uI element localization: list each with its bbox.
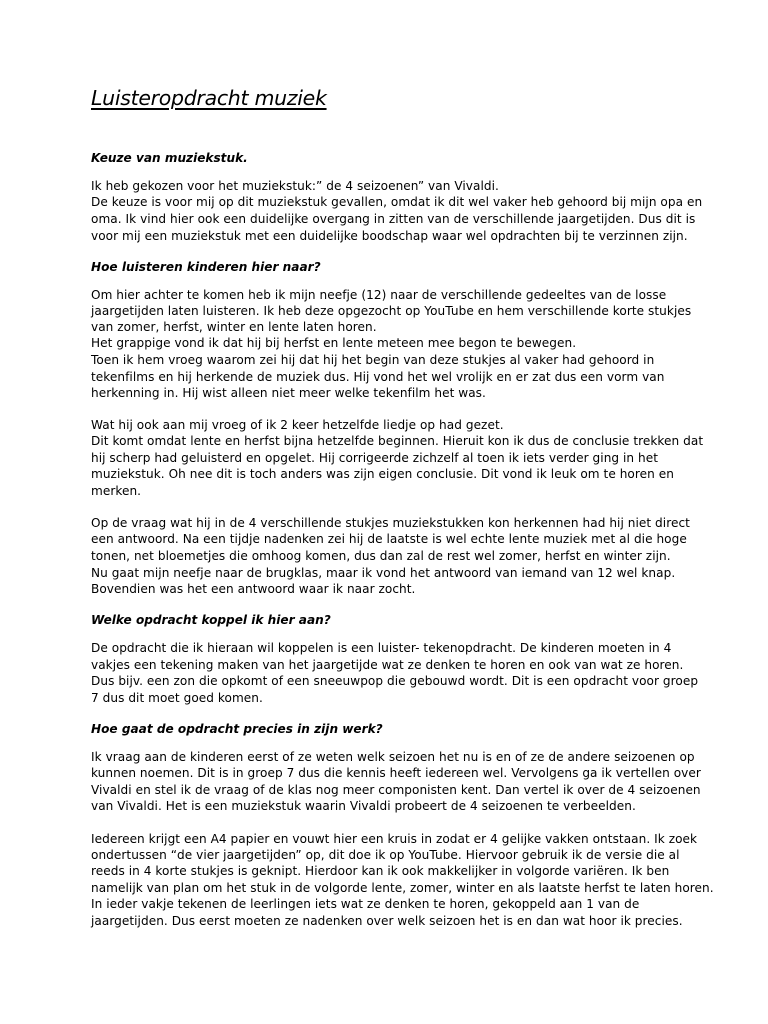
paragraph-line: Dit komt omdat lente en herfst bijna hetzelfde beginnen. Hieruit kon ik dus de conclusie trekken dat: [91, 434, 704, 448]
paragraph-line: Bovendien was het een antwoord waar ik naar zocht.: [91, 582, 416, 596]
section-heading: Hoe gaat de opdracht precies in zijn werk?: [91, 722, 383, 736]
paragraph-line: muziekstuk. Oh nee dit is toch anders was zijn eigen conclusie. Dit vond ik leuk om te horen en: [91, 467, 674, 481]
paragraph-line: jaargetijden laten luisteren. Ik heb deze opgezocht op YouTube en hem verschillende korte stukjes: [91, 304, 692, 318]
paragraph-line: Nu gaat mijn neefje naar de brugklas, maar ik vond het antwoord van iemand van 12 wel knap.: [91, 566, 676, 580]
paragraph-line: ondertussen “de vier jaargetijden” op, dit doe ik op YouTube. Hiervoor gebruik ik de versie die al: [91, 848, 680, 862]
paragraph-line: Iedereen krijgt een A4 papier en vouwt hier een kruis in zodat er 4 gelijke vakken ontstaan. Ik zoek: [91, 832, 698, 846]
paragraph-line: In ieder vakje tekenen de leerlingen iets wat ze denken te horen, gekoppeld aan 1 van de: [91, 897, 640, 911]
paragraph-line: oma. Ik vind hier ook een duidelijke overgang in zitten van de verschillende jaargetijden. Dus dit is: [91, 212, 696, 226]
paragraph-line: Het grappige vond ik dat hij bij herfst en lente meteen mee begon te bewegen.: [91, 336, 577, 350]
paragraph-line: jaargetijden. Dus eerst moeten ze nadenken over welk seizoen het is en dan wat hoor ik precies.: [91, 914, 683, 928]
paragraph-line: hij scherp had geluisterd en opgelet. Hij corrigeerde zichzelf al toen ik iets verder ging in het: [91, 451, 659, 465]
paragraph-line: Dus bijv. een zon die opkomt of een sneeuwpop die gebouwd wordt. Dit is een opdracht voor groep: [91, 674, 699, 688]
paragraph-line: herkenning in. Hij wist alleen niet meer welke tekenfilm het was.: [91, 386, 486, 400]
document-title: Luisteropdracht muziek: [91, 86, 327, 110]
paragraph-line: Ik vraag aan de kinderen eerst of ze weten welk seizoen het nu is en of ze de andere seizoenen op: [91, 750, 695, 764]
paragraph-line: De keuze is voor mij op dit muziekstuk gevallen, omdat ik dit wel vaker heb gehoord bij mijn opa en: [91, 195, 703, 209]
paragraph-line: vakjes een tekening maken van het jaargetijde wat ze denken te horen en ook van wat ze horen.: [91, 658, 684, 672]
paragraph-line: Wat hij ook aan mij vroeg of ik 2 keer hetzelfde liedje op had gezet.: [91, 418, 504, 432]
paragraph-line: een antwoord. Na een tijdje nadenken zei hij de laatste is wel echte lente muziek met al die hoge: [91, 532, 687, 546]
paragraph-line: kunnen noemen. Dit is in groep 7 dus die kennis heeft iedereen wel. Vervolgens ga ik vertellen over: [91, 766, 701, 780]
paragraph-line: namelijk van plan om het stuk in de volgorde lente, zomer, winter en als laatste herfst te laten horen.: [91, 881, 714, 895]
section-heading: Welke opdracht koppel ik hier aan?: [91, 613, 331, 627]
paragraph-line: van zomer, herfst, winter en lente laten horen.: [91, 320, 377, 334]
paragraph-line: reeds in 4 korte stukjes is geknipt. Hierdoor kan ik ook makkelijker in volgorde variëren. Ik ben: [91, 864, 670, 878]
paragraph-line: Toen ik hem vroeg waarom zei hij dat hij het begin van deze stukjes al vaker had gehoord in: [91, 353, 655, 367]
paragraph-line: van Vivaldi. Het is een muziekstuk waarin Vivaldi probeert de 4 seizoenen te verbeelden.: [91, 799, 636, 813]
section-heading: Hoe luisteren kinderen hier naar?: [91, 260, 321, 274]
paragraph-line: 7 dus dit moet goed komen.: [91, 691, 263, 705]
paragraph-line: Ik heb gekozen voor het muziekstuk:” de 4 seizoenen” van Vivaldi.: [91, 179, 499, 193]
paragraph-line: Om hier achter te komen heb ik mijn neefje (12) naar de verschillende gedeeltes van de losse: [91, 288, 667, 302]
section-heading: Keuze van muziekstuk.: [91, 151, 248, 165]
paragraph-line: Vivaldi en stel ik de vraag of de klas nog meer componisten kent. Dan vertel ik over de 4 seizoenen: [91, 783, 701, 797]
paragraph-line: voor mij een muziekstuk met een duidelijke boodschap waar wel opdrachten bij te verzinnen zijn.: [91, 229, 688, 243]
paragraph-line: De opdracht die ik hieraan wil koppelen is een luister- tekenopdracht. De kinderen moeten in 4: [91, 641, 672, 655]
paragraph-line: Op de vraag wat hij in de 4 verschillende stukjes muziekstukken kon herkennen had hij niet direct: [91, 516, 690, 530]
paragraph-line: tonen, net bloemetjes die omhoog komen, dus dan zal de rest wel zomer, herfst en winter zijn.: [91, 549, 671, 563]
paragraph-line: tekenfilms en hij herkende de muziek dus. Hij vond het wel vrolijk en er zat dus een vorm van: [91, 370, 665, 384]
paragraph-line: merken.: [91, 484, 142, 498]
